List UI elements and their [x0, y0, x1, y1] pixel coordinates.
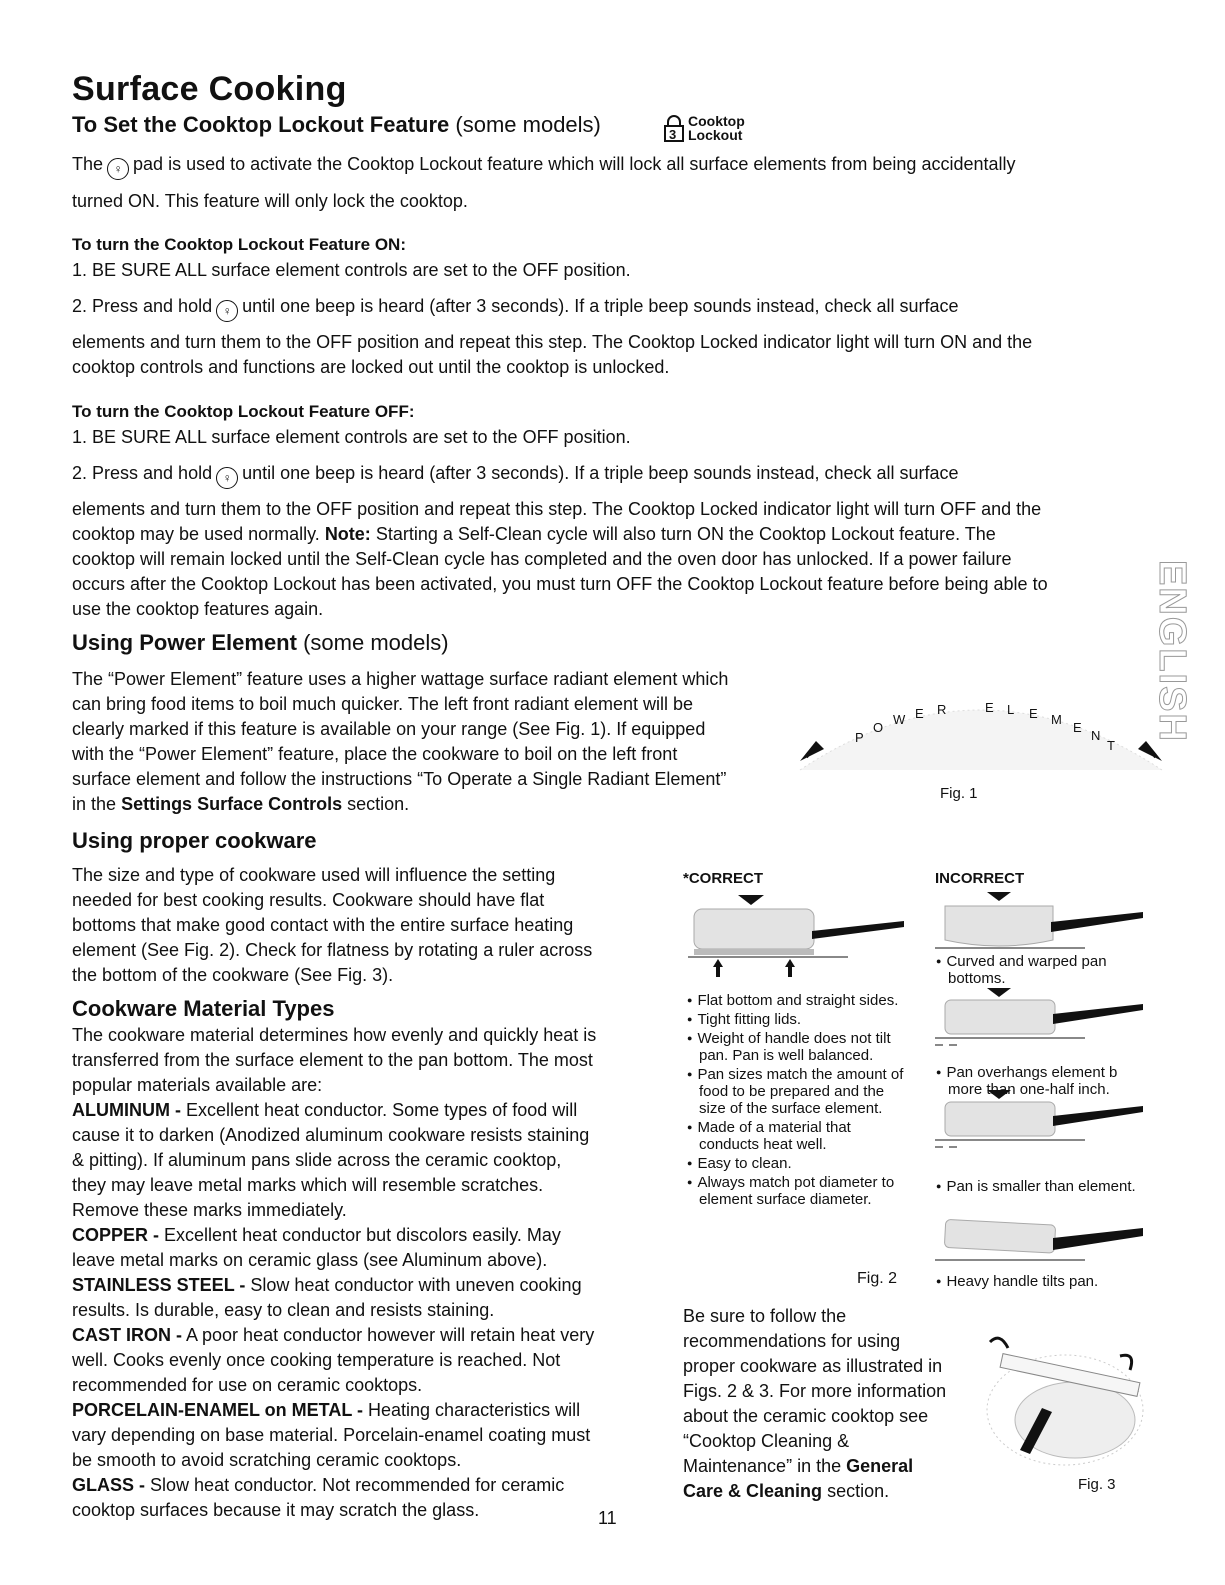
- power-heading-text: Using Power Element: [72, 630, 297, 655]
- inc-item-4: [932, 1273, 1147, 1290]
- cookware-l2: needed for best cooking results. Cookware should have flat: [72, 890, 545, 910]
- lockout-heading: [72, 112, 601, 138]
- glass-label: GLASS -: [72, 1475, 146, 1495]
- ss2: results. Is durable, easy to clean and resists staining.: [72, 1300, 495, 1320]
- al2: cause it to darken (Anodized aluminum cookware resists staining: [72, 1125, 590, 1145]
- fig3-l6: “Cooktop Cleaning &: [683, 1431, 850, 1451]
- cu2: leave metal marks on ceramic glass (see Aluminum above).: [72, 1250, 548, 1270]
- fig3-l4: Figs. 2 & 3. For more information: [683, 1381, 947, 1401]
- on-step2a: 2. Press and hold: [72, 296, 213, 316]
- power-text: [72, 667, 792, 817]
- power-l2: can bring food items to boil much quicker. The left front radiant element will be: [72, 694, 693, 714]
- power-element-label: P O W E R E L E M E N T: [855, 700, 1116, 753]
- materials-text: [72, 1023, 672, 1523]
- fig3-l2: recommendations for using: [683, 1331, 901, 1351]
- materials-heading: Cookware Material Types: [72, 996, 335, 1021]
- inc-item-1: [932, 953, 1147, 987]
- off-step2f: cooktop will remain locked until the Self-Clean cycle has completed and the oven door has unlocked. If a power failure: [72, 549, 1012, 569]
- al5: Remove these marks immediately.: [72, 1200, 347, 1220]
- fig1-label: Fig. 1: [940, 785, 978, 802]
- lockout-heading-text: To Set the Cooktop Lockout Feature: [72, 112, 450, 137]
- fig3-label: Fig. 3: [1078, 1476, 1116, 1493]
- page-number: 11: [598, 1508, 617, 1528]
- correct-item: ● Weight of handle does not tilt pan. Pan is well balanced.: [683, 1030, 913, 1064]
- cookware-l3: bottoms that make good contact with the entire surface heating: [72, 915, 574, 935]
- cookware-text: [72, 863, 662, 988]
- fig3-ruler-illustration: [980, 1330, 1150, 1490]
- materials-l3: popular materials available are:: [72, 1075, 323, 1095]
- lockout-intro: [72, 152, 1172, 214]
- lockout-on-steps: [72, 258, 1172, 380]
- correct-pan-illustration: [688, 895, 918, 985]
- fig3-l7a: Maintenance” in the: [683, 1456, 842, 1476]
- fig3-l7b: General: [846, 1456, 914, 1476]
- page-title: Surface Cooking: [72, 70, 347, 108]
- lockout-heading-suffix: (some models): [455, 112, 601, 137]
- cu1: Excellent heat conductor but discolors easily. May: [164, 1225, 561, 1245]
- power-heading-suffix: (some models): [303, 630, 449, 655]
- stainless-label: STAINLESS STEEL -: [72, 1275, 246, 1295]
- cookware-heading: Using proper cookware: [72, 828, 317, 853]
- inc-text: ● Pan is smaller than element.: [932, 1178, 1147, 1195]
- inc-text: ● Pan overhangs element b more than one-half inch.: [932, 1064, 1147, 1098]
- inc-item-2: [932, 1064, 1147, 1098]
- fig3-l3: proper cookware as illustrated in: [683, 1356, 943, 1376]
- off-step2e: Starting a Self-Clean cycle will also turn ON the Cooktop Lockout feature. The: [375, 524, 996, 544]
- cooktop-lockout-badge: [664, 114, 754, 144]
- fig3-text: [683, 1304, 983, 1504]
- fig3-l5: about the ceramic cooktop see: [683, 1406, 929, 1426]
- off-step2g: occurs after the Cooktop Lockout has been activated, you must turn OFF the Cooktop Lockout feature before being able to: [72, 574, 1048, 594]
- off-step2h: use the cooktop features again.: [72, 599, 324, 619]
- lockout-pad-icon: ♀: [107, 158, 129, 180]
- correct-item: ● Flat bottom and straight sides.: [683, 992, 913, 1009]
- inc-item-3: [932, 1178, 1147, 1195]
- lockout-off-heading: To turn the Cooktop Lockout Feature OFF:: [72, 402, 415, 421]
- power-heading: [72, 630, 449, 656]
- correct-item: ● Easy to clean.: [683, 1155, 913, 1172]
- pe1: Heating characteristics will: [368, 1400, 581, 1420]
- badge-line2: Lockout: [688, 127, 743, 143]
- correct-list: [683, 992, 913, 1208]
- off-step2d: cooktop may be used normally.: [72, 524, 320, 544]
- correct-item: ● Tight fitting lids.: [683, 1011, 913, 1028]
- note-label: Note:: [324, 524, 371, 544]
- lockout-pad-icon: ♀: [216, 300, 238, 322]
- aluminum-label: ALUMINUM -: [72, 1100, 181, 1120]
- power-l5: surface element and follow the instructions “To Operate a Single Radiant Element”: [72, 769, 727, 789]
- power-l6c: section.: [347, 794, 410, 814]
- ss1: Slow heat conductor with uneven cooking: [250, 1275, 582, 1295]
- off-step2a: 2. Press and hold: [72, 463, 213, 483]
- off-step1: 1. BE SURE ALL surface element controls are set to the OFF position.: [72, 427, 631, 447]
- intro-c: turned ON. This feature will only lock the cooktop.: [72, 191, 468, 211]
- materials-l2: transferred from the surface element to the pan bottom. The most: [72, 1050, 593, 1070]
- power-l6a: in the: [72, 794, 117, 814]
- inc-text: ● Curved and warped pan bottoms.: [932, 953, 1147, 987]
- power-l1: The “Power Element” feature uses a higher wattage surface radiant element which: [72, 669, 729, 689]
- badge-line1: Cooktop: [688, 113, 745, 129]
- fig2-label: Fig. 2: [857, 1270, 898, 1287]
- fig3-l1: Be sure to follow the: [683, 1306, 847, 1326]
- power-l3: clearly marked if this feature is available on your range (See Fig. 1). If equipped: [72, 719, 706, 739]
- fig1-power-element: [790, 675, 1170, 802]
- ci1: A poor heat conductor however will retain heat very: [186, 1325, 595, 1345]
- intro-a: The: [72, 154, 104, 174]
- copper-label: COPPER -: [72, 1225, 160, 1245]
- lockout-off-steps: [72, 425, 1172, 622]
- al1: Excellent heat conductor. Some types of food will: [186, 1100, 578, 1120]
- incorrect-label: INCORRECT: [935, 870, 1025, 887]
- correct-item: ● Always match pot diameter to element surface diameter.: [683, 1174, 913, 1208]
- intro-b: pad is used to activate the Cooktop Lockout feature which will lock all surface elements from being accidentally: [133, 154, 1016, 174]
- badge-number: 3: [669, 127, 677, 142]
- correct-label: *CORRECT: [683, 870, 764, 887]
- ci3: recommended for use on ceramic cooktops.: [72, 1375, 423, 1395]
- ci2: well. Cooks evenly once cooking temperature is reached. Not: [72, 1350, 561, 1370]
- gl2: cooktop surfaces because it may scratch the glass.: [72, 1500, 480, 1520]
- off-step2b: until one beep is heard (after 3 seconds). If a triple beep sounds instead, check all surface: [242, 463, 959, 483]
- pe3: be smooth to avoid scratching ceramic cooktops.: [72, 1450, 462, 1470]
- on-step2d: cooktop controls and functions are locked out until the cooktop is unlocked.: [72, 357, 670, 377]
- cast-iron-label: CAST IRON -: [72, 1325, 182, 1345]
- gl1: Slow heat conductor. Not recommended for ceramic: [150, 1475, 565, 1495]
- cookware-l5: the bottom of the cookware (See Fig. 3).: [72, 965, 394, 985]
- correct-item: ● Made of a material that conducts heat well.: [683, 1119, 913, 1153]
- fig3-l8b: section.: [827, 1481, 890, 1501]
- correct-item: ● Pan sizes match the amount of food to be prepared and the size of the surface element.: [683, 1066, 913, 1117]
- al4: they may leave metal marks which will resemble scratches.: [72, 1175, 544, 1195]
- lockout-pad-icon: ♀: [216, 467, 238, 489]
- on-step2c: elements and turn them to the OFF position and repeat this step. The Cooktop Locked indicator light will turn ON and the: [72, 332, 1033, 352]
- pe2: vary depending on base material. Porcelain-enamel coating must: [72, 1425, 591, 1445]
- fig3-l8a: Care & Cleaning: [683, 1481, 823, 1501]
- side-tab-language: ENGLISH: [1151, 560, 1193, 743]
- cookware-l1: The size and type of cookware used will influence the setting: [72, 865, 556, 885]
- porcelain-label: PORCELAIN-ENAMEL on METAL -: [72, 1400, 363, 1420]
- off-step2c: elements and turn them to the OFF position and repeat this step. The Cooktop Locked indicator light will turn OFF and the: [72, 499, 1042, 519]
- al3: & pitting). If aluminum pans slide across the ceramic cooktop,: [72, 1150, 562, 1170]
- on-step1: 1. BE SURE ALL surface element controls are set to the OFF position.: [72, 260, 631, 280]
- materials-l1: The cookware material determines how evenly and quickly heat is: [72, 1025, 597, 1045]
- lockout-on-heading: To turn the Cooktop Lockout Feature ON:: [72, 235, 406, 254]
- inc-text: ● Heavy handle tilts pan.: [932, 1273, 1147, 1290]
- power-l6b: Settings Surface Controls: [121, 794, 343, 814]
- on-step2b: until one beep is heard (after 3 seconds). If a triple beep sounds instead, check all surface: [242, 296, 959, 316]
- power-l4: with the “Power Element” feature, place the cookware to boil on the left front: [72, 744, 678, 764]
- cookware-l4: element (See Fig. 2). Check for flatness by rotating a ruler across: [72, 940, 593, 960]
